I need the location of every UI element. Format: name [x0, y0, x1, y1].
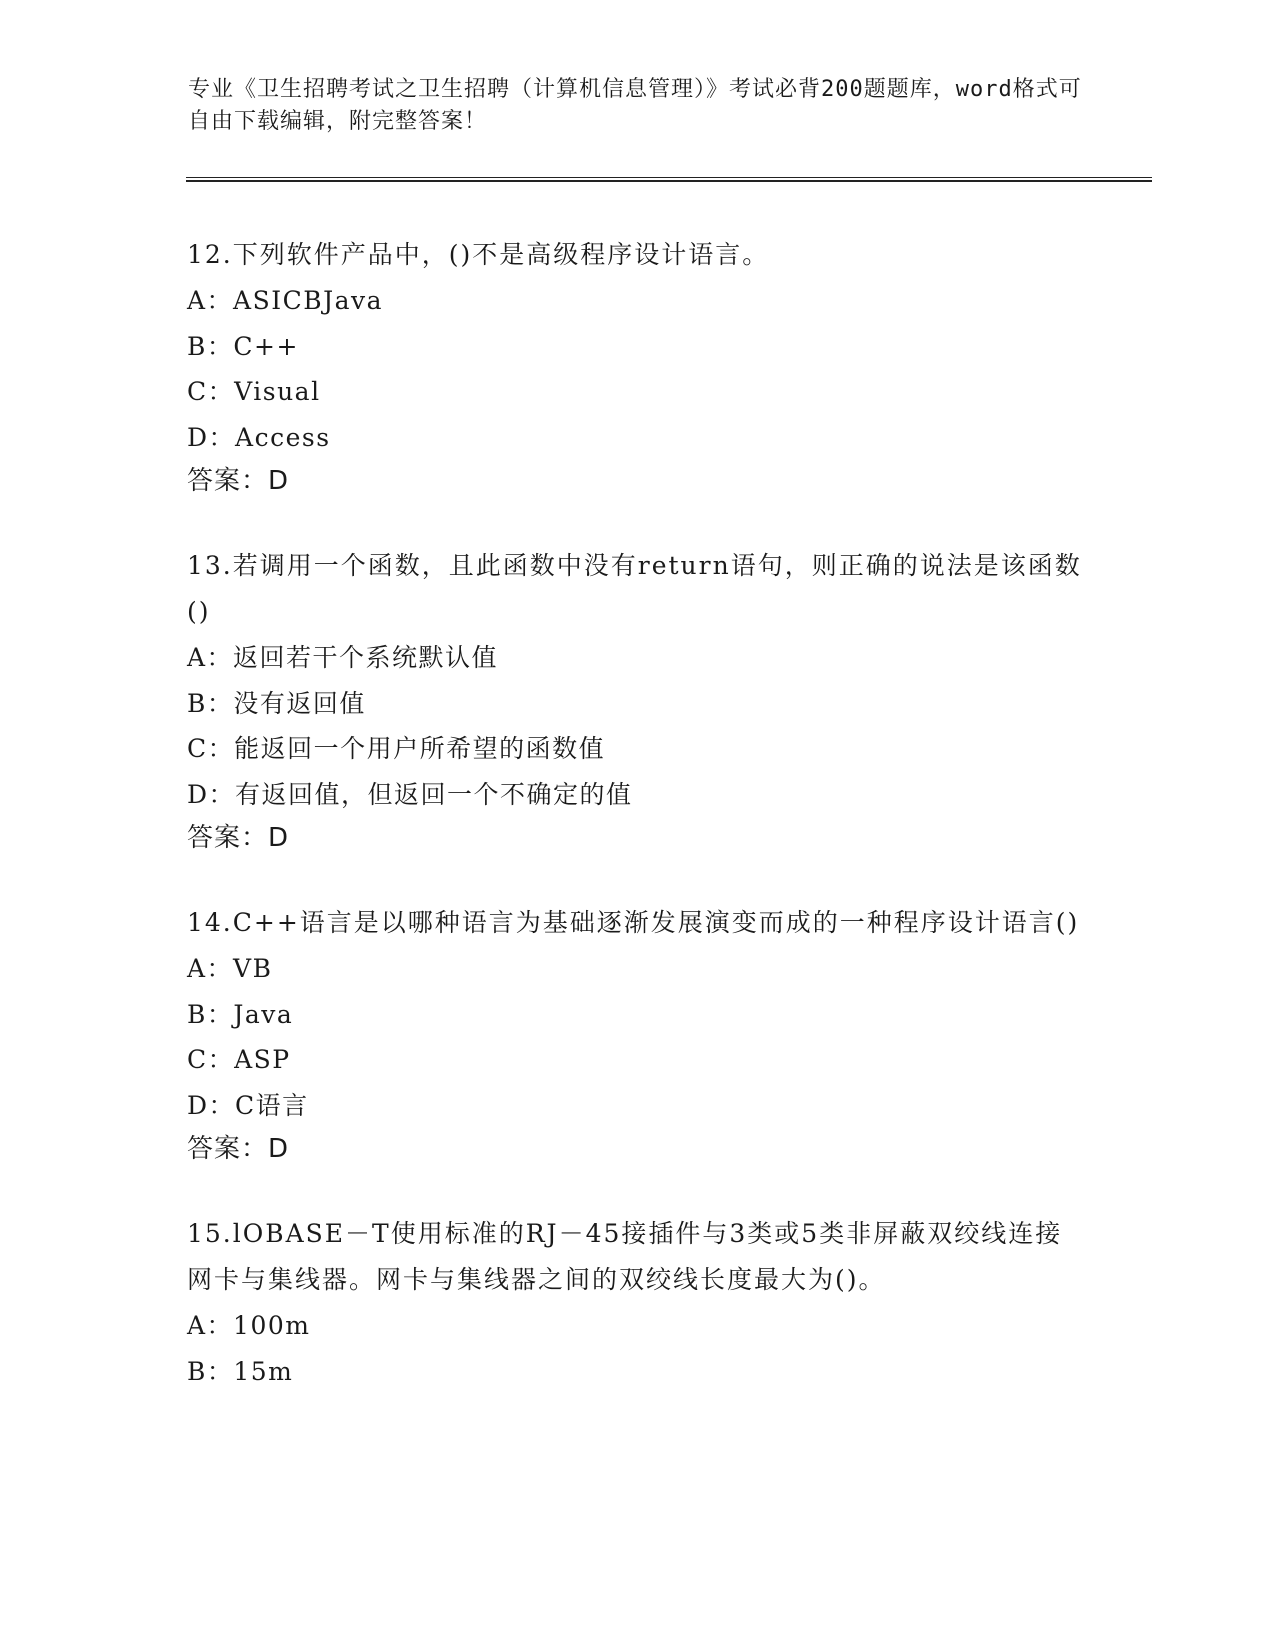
option-a: A：ASICBJava — [187, 286, 384, 315]
option-c: C：ASP — [187, 1045, 291, 1074]
question-12 — [187, 232, 1087, 502]
option-a: A：100m — [187, 1311, 311, 1340]
question-13 — [187, 543, 1087, 859]
option-b: B：15m — [187, 1356, 294, 1386]
option-a: A：VB — [187, 954, 273, 983]
option-c: C：Visual — [187, 377, 321, 406]
question-stem: 13.若调用一个函数，且此函数中没有return语句，则正确的说法是该函数() — [187, 551, 1082, 626]
header-divider — [186, 177, 1152, 182]
option-d: D：有返回值，但返回一个不确定的值 — [187, 779, 633, 809]
question-14 — [187, 900, 1087, 1170]
answer-line: 答案：D — [187, 466, 290, 496]
question-stem: 15.lOBASE－T使用标准的RJ－45接插件与3类或5类非屏蔽双绞线连接网卡与集线器。网卡与集线器之间的双绞线长度最大为()。 — [187, 1219, 1063, 1294]
question-list — [187, 232, 1087, 1435]
option-c: C：能返回一个用户所希望的函数值 — [187, 734, 606, 763]
option-b: B：C++ — [187, 331, 299, 361]
option-b: B：没有返回值 — [187, 688, 366, 718]
question-stem: 12.下列软件产品中，()不是高级程序设计语言。 — [187, 240, 770, 269]
document-header: 专业《卫生招聘考试之卫生招聘（计算机信息管理）》考试必背200题题库，word格式可自由下载编辑，附完整答案！ — [188, 77, 1082, 134]
answer-line: 答案：D — [187, 823, 290, 853]
question-stem: 14.C++语言是以哪种语言为基础逐渐发展演变而成的一种程序设计语言() — [187, 908, 1080, 937]
option-a: A：返回若干个系统默认值 — [187, 643, 499, 672]
answer-line: 答案：D — [187, 1134, 290, 1164]
option-b: B：Java — [187, 999, 294, 1029]
question-15 — [187, 1211, 1087, 1394]
option-d: D：C语言 — [187, 1090, 309, 1120]
option-d: D：Access — [187, 422, 331, 452]
